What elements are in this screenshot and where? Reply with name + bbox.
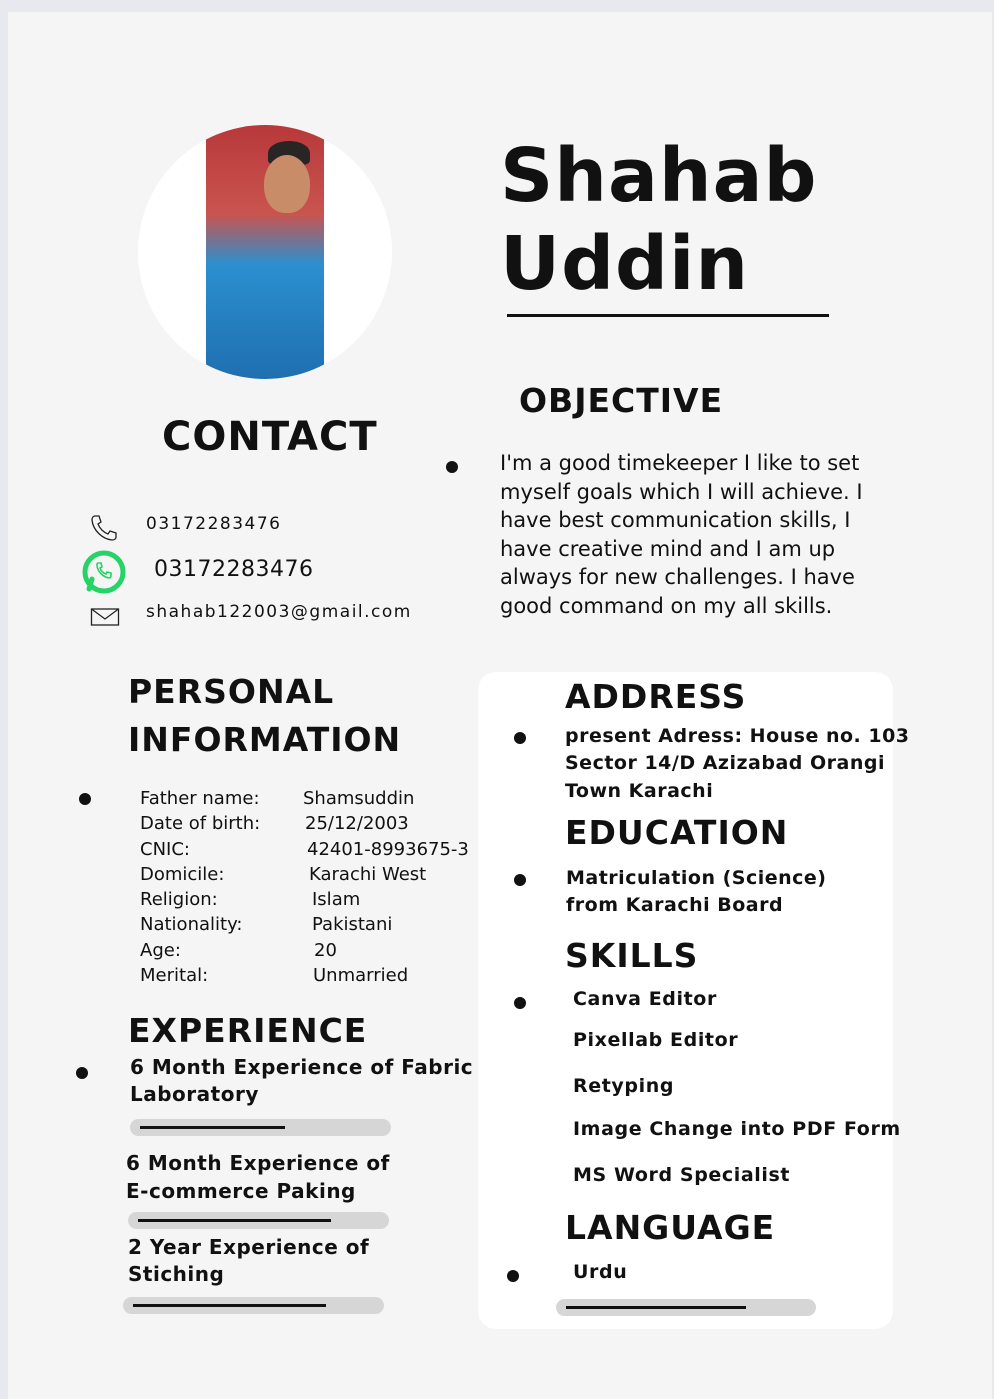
personal-bullet <box>79 793 91 805</box>
skill-item: Retyping <box>573 1075 675 1097</box>
email-address[interactable]: shahab122003@gmail.com <box>146 602 412 622</box>
whatsapp-icon <box>80 548 128 596</box>
skill-item: Canva Editor <box>573 988 717 1010</box>
phone-number[interactable]: 03172283476 <box>146 514 282 534</box>
experience-item-line2: Laboratory <box>130 1082 259 1106</box>
first-name: Shahab <box>500 133 818 219</box>
pi-value: 42401-8993675-3 <box>307 839 469 860</box>
education-heading: EDUCATION <box>565 813 789 852</box>
experience-bar-fill <box>138 1219 331 1222</box>
pi-label: Age: <box>140 940 181 961</box>
skills-heading: SKILLS <box>565 936 699 975</box>
language-bar <box>556 1299 816 1316</box>
address-line1: present Adress: House no. 103 <box>565 725 910 747</box>
experience-bar <box>128 1212 389 1229</box>
pi-value: 20 <box>314 940 337 961</box>
resume-page <box>8 12 992 1399</box>
address-bullet <box>514 732 526 744</box>
language-item: Urdu <box>573 1261 628 1283</box>
contact-heading: CONTACT <box>162 414 378 460</box>
objective-bullet <box>446 461 458 473</box>
whatsapp-number[interactable]: 03172283476 <box>154 557 314 582</box>
photo-image <box>206 125 324 379</box>
pi-value: Shamsuddin <box>303 788 415 809</box>
experience-item-line1: 2 Year Experience of <box>128 1235 370 1259</box>
personal-heading-line1: PERSONAL <box>128 672 335 711</box>
skill-item: Image Change into PDF Form <box>573 1118 901 1140</box>
education-line2: from Karachi Board <box>566 894 784 916</box>
skill-item: MS Word Specialist <box>573 1164 791 1186</box>
language-bullet <box>507 1270 519 1282</box>
experience-bar <box>123 1297 384 1314</box>
address-heading: ADDRESS <box>565 677 747 716</box>
experience-item-line2: E-commerce Paking <box>126 1179 356 1203</box>
name-underline <box>507 314 829 317</box>
pi-label: CNIC: <box>140 839 190 860</box>
experience-heading: EXPERIENCE <box>128 1011 368 1050</box>
pi-label: Domicile: <box>140 864 225 885</box>
experience-item-line1: 6 Month Experience of Fabric <box>130 1055 474 1079</box>
pi-value: 25/12/2003 <box>305 813 409 834</box>
education-line1: Matriculation (Science) <box>566 867 827 889</box>
objective-text: I'm a good timekeeper I like to set myself goals which I will achieve. I have best communication skills, I have creative mind and I am up always for new challenges. I have good command on my all skills. <box>500 451 863 618</box>
objective-heading: OBJECTIVE <box>519 381 724 420</box>
pi-label: Nationality: <box>140 914 243 935</box>
experience-bar-fill <box>133 1304 326 1307</box>
personal-heading-line2: INFORMATION <box>128 720 402 759</box>
profile-photo <box>138 125 392 379</box>
skills-bullet <box>514 997 526 1009</box>
pi-value: Unmarried <box>313 965 409 986</box>
pi-value: Pakistani <box>312 914 393 935</box>
experience-bar-fill <box>140 1126 285 1129</box>
address-line2: Sector 14/D Azizabad Orangi <box>565 752 885 774</box>
pi-label: Date of birth: <box>140 813 261 834</box>
experience-item-line1: 6 Month Experience of <box>126 1151 390 1175</box>
pi-value: Islam <box>312 889 361 910</box>
pi-label: Merital: <box>140 965 209 986</box>
experience-bullet <box>76 1067 88 1079</box>
phone-icon <box>88 512 120 544</box>
experience-bar <box>130 1119 391 1136</box>
last-name: Uddin <box>500 221 750 307</box>
language-bar-fill <box>566 1306 746 1309</box>
pi-value: Karachi West <box>309 864 427 885</box>
mail-icon <box>90 606 120 628</box>
skill-item: Pixellab Editor <box>573 1029 739 1051</box>
pi-label: Religion: <box>140 889 218 910</box>
language-heading: LANGUAGE <box>565 1208 776 1247</box>
pi-label: Father name: <box>140 788 260 809</box>
education-bullet <box>514 874 526 886</box>
experience-item-line2: Stiching <box>128 1262 225 1286</box>
address-line3: Town Karachi <box>565 780 714 802</box>
photo-face <box>264 155 310 213</box>
